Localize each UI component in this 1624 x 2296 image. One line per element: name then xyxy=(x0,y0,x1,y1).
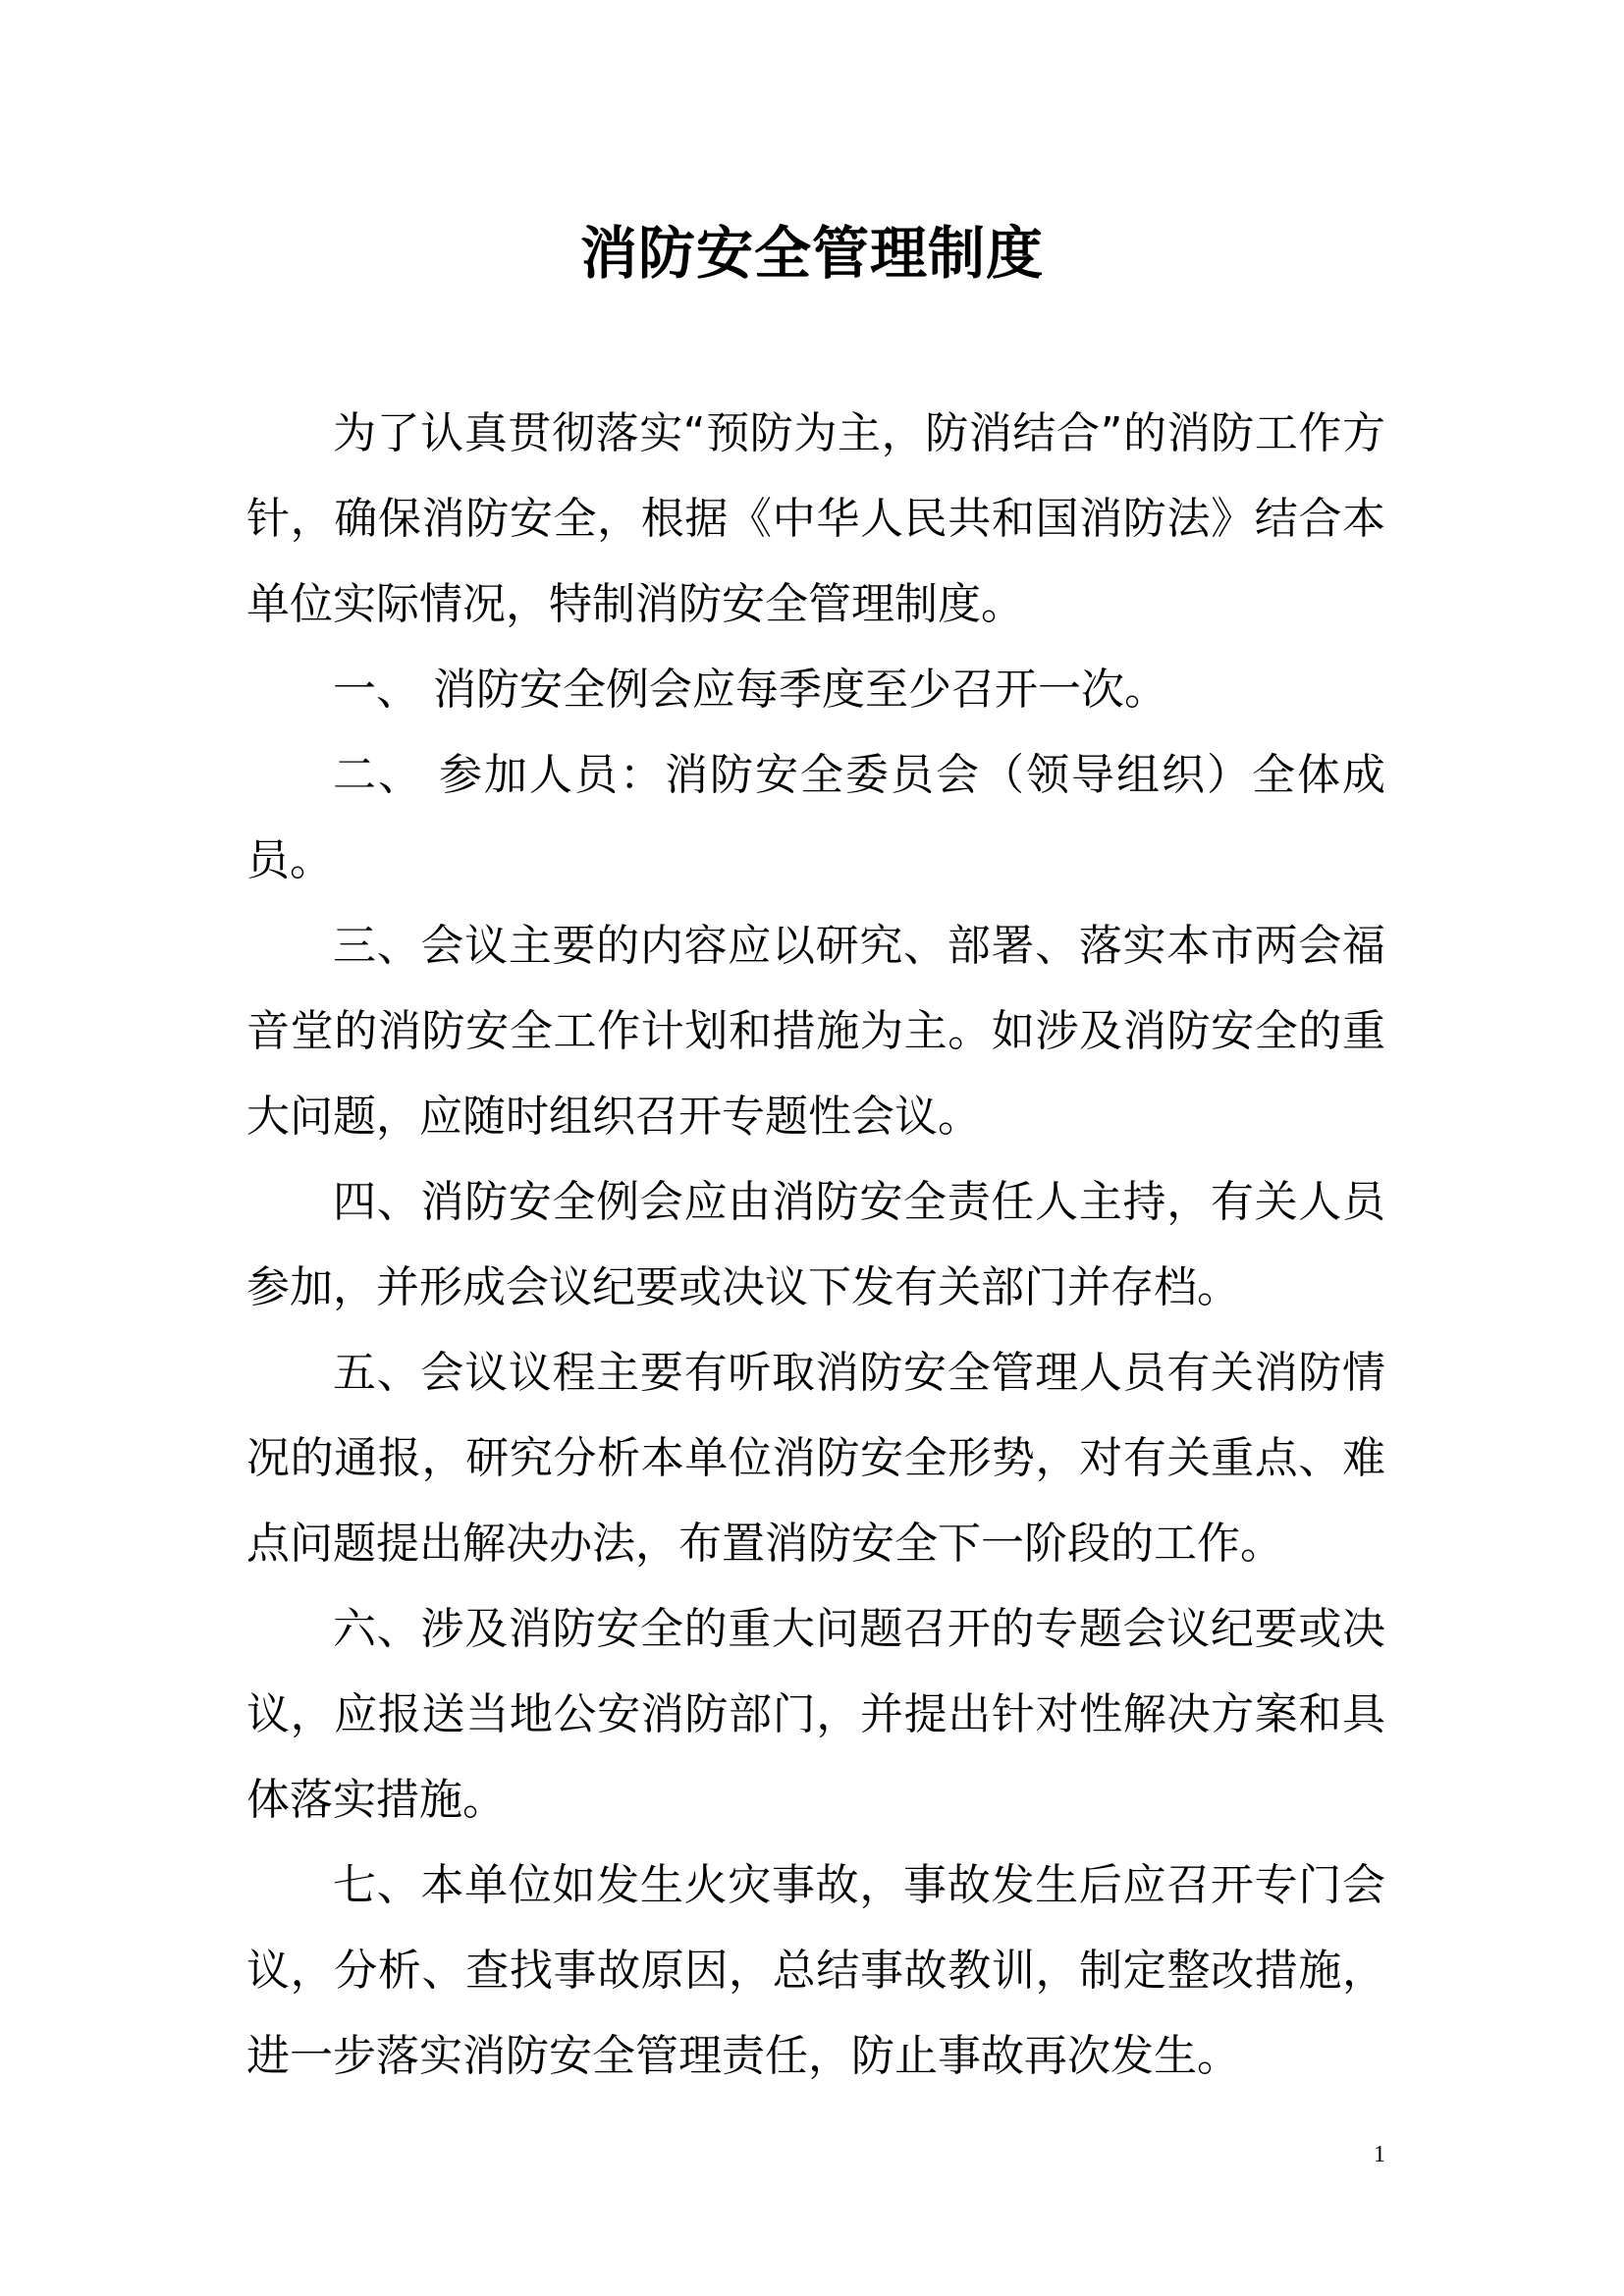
rule-3-paragraph: 三、会议主要的内容应以研究、部署、落实本市两会福音堂的消防安全工作计划和措施为主。如涉及消防安全的重大问题，应随时组织召开专题性会议。 xyxy=(246,921,1385,1142)
document-title: 消防安全管理制度 xyxy=(579,220,1044,287)
rule-6-paragraph: 六、涉及消防安全的重大问题召开的专题会议纪要或决议，应报送当地公安消防部门，并提出针对性解决方案和具体落实措施。 xyxy=(246,1604,1385,1825)
rule-7-paragraph: 七、本单位如发生火灾事故，事故发生后应召开专门会议，分析、查找事故原因，总结事故教训，制定整改措施，进一步落实消防安全管理责任，防止事故再次发生。 xyxy=(246,1860,1385,2081)
rule-4-paragraph: 四、消防安全例会应由消防安全责任人主持，有关人员参加，并形成会议纪要或决议下发有关部门并存档。 xyxy=(246,1177,1385,1312)
page-number: 1 xyxy=(1374,2142,1385,2167)
document-body xyxy=(246,391,1385,2099)
rule-1-paragraph: 一、 消防安全例会应每季度至少召开一次。 xyxy=(333,665,1167,715)
intro-paragraph: 为了认真贯彻落实“预防为主，防消结合”的消防工作方针，确保消防安全，根据《中华人民共和国消防法》结合本单位实际情况，特制消防安全管理制度。 xyxy=(246,408,1385,629)
rule-2-paragraph: 二、 参加人员：消防安全委员会（领导组织）全体成员。 xyxy=(246,750,1385,885)
rule-5-paragraph: 五、会议议程主要有听取消防安全管理人员有关消防情况的通报，研究分析本单位消防安全形势，对有关重点、难点问题提出解决办法，布置消防安全下一阶段的工作。 xyxy=(246,1348,1385,1569)
